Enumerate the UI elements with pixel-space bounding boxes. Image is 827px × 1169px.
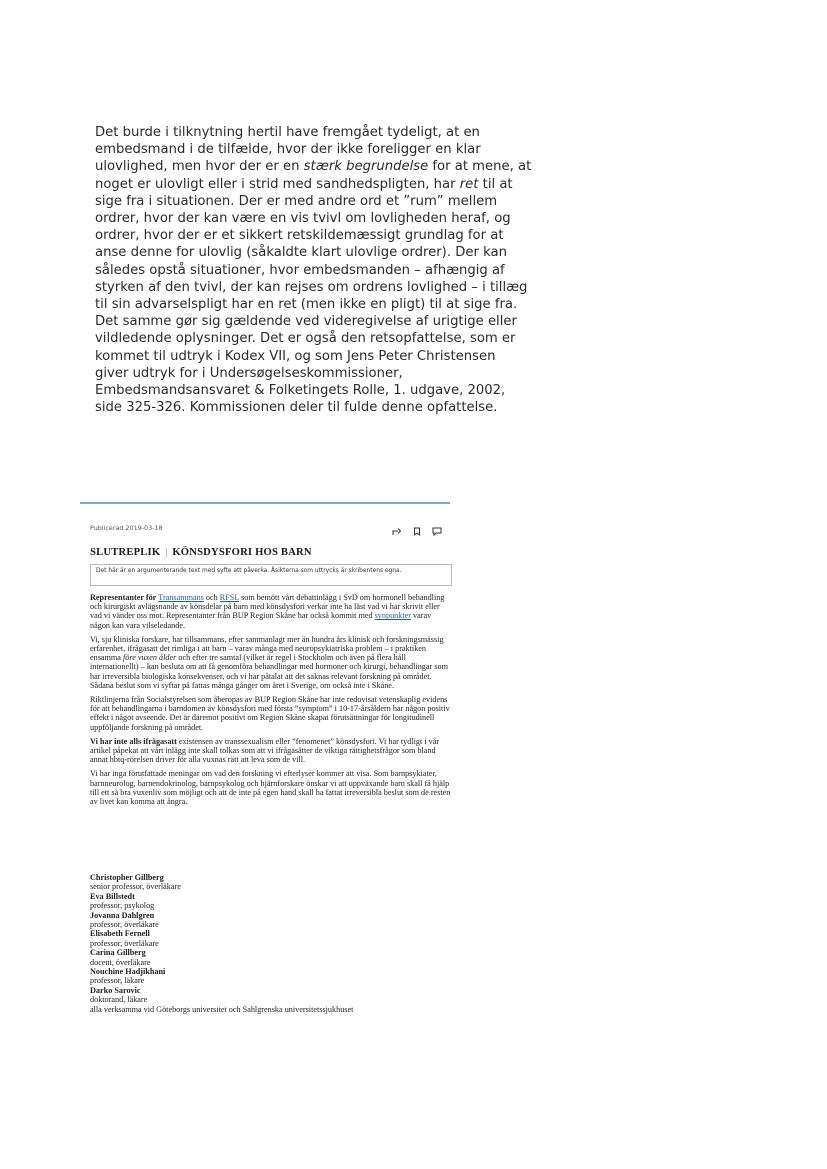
signature-name: Elisabeth Fernell <box>90 929 150 939</box>
paragraph-text: existensen av transsexualism eller ”fenomenet” könsdysfori. Vi har tydligt i vår artikel påpekat att vårt inlägg inte skall tolkas som att vi ifrågasätter de viktiga rättighetsfrågor som bland annat hbtq-rörelsen driver för alla vuxnas rätt att leva som de vill. <box>90 736 440 765</box>
paragraph-emphasis: före vuxen ålder <box>122 653 177 663</box>
article-body <box>90 593 452 811</box>
signature-role: professor, läkare <box>90 976 145 986</box>
signature-name: Nouchine Hadjikhani <box>90 967 166 977</box>
link-synpunkter[interactable]: synpunkter <box>374 611 411 621</box>
lead-bold: Representanter för <box>90 593 157 602</box>
paragraph-emphasis: ret <box>459 176 479 192</box>
signature-name: Darko Sarovic <box>90 985 141 995</box>
signature-name: Carina Gillberg <box>90 948 146 958</box>
paragraph-text: som bemött vårt debattinlägg i SvD om hormonell behandling och kirurgiskt avlägsnande av könsdelar på barn med könsdysfori verkar inte ha läst vad vi har skrivit eller vad vi vänder oss mot. Representanter från BUP Region Skåne har också kommit med <box>90 593 445 621</box>
paragraph-text: Det burde i tilknytning hertil have fremgået tydeligt, at en embedsmand i de tilfælde, hvor der ikke foreligger en klar ulovlighed, men hvor der er en <box>95 125 481 175</box>
article-paragraph <box>90 635 452 690</box>
article-headline <box>90 547 312 558</box>
signatures <box>90 873 452 1014</box>
article-paragraph: Vi har inga förutfattade meningar om vad den forskning vi efterlyser kommer att visa. Som barnpsykiater, barnneurolog, barnendokrinolog, barnpsykolog och hjärnforskare önskar vi att uppväxande barn skall få hjälp till ett så bra vuxenliv som möjligt och att de inte på egen hand skall ha fattat irreversibla beslut som de resten av livet kan komma att ångra. <box>90 769 451 807</box>
paragraph-text: varav någon kan vara vilseledande. <box>90 611 432 630</box>
article-paragraph <box>90 737 452 765</box>
article-paragraph <box>90 593 452 630</box>
link-rfsl[interactable]: RFSL <box>219 593 240 602</box>
paragraph-text: til at sige fra i situationen. Der er med andre ord et ”rum” mellem ordrer, hvor der kan være en vis tvivl om lovligheden heraf, og ordrer, hvor der er et sikkert retskildemæssigt grundlag for at anse denne for ulovlig (såkaldte klart ulovlige ordrer). Der kan således opstå situationer, hvor embedsmanden – afhængig af styrken af den tvivl, der kan rejses om ordrens lovlighed – i tillæg til sin advarselspligt har en ret (men ikke en pligt) til at sige fra. Det samme gør sig gældende ved videregivelse af urigtige eller vildledende oplysninger. Det er også den retsopfattelse, som er kommet til udtryk i Kodex VII, og som Jens Peter Christensen giver udtryk for i Undersøgelseskommissioner, Embedsmandsansvaret & Folketingets Rolle, 1. udgave, 2002, side 325-326. Kommissionen deler til fulde denne opfattelse. <box>95 176 528 416</box>
opinion-notice: Det här är en argumenterande text med syfte att påverka. Åsikterna som uttrycks är skribentens egna. <box>90 564 452 586</box>
publish-date: Publicerad 2019-03-18 <box>90 524 163 532</box>
bookmark-icon[interactable] <box>412 527 422 536</box>
signature-role: docent, överläkare <box>90 957 151 967</box>
comment-icon[interactable] <box>432 527 442 536</box>
headline-topic: KÖNSDYSFORI HOS BARN <box>172 547 312 558</box>
signature-name: Jovanna Dahlgren <box>90 910 155 920</box>
paragraph-text: Vi, sju kliniska forskare, har tillsammans, efter sammanlagt mer än hundra års klinisk och forskningsmässig erfarenhet, ifrågasatt det rimliga i att barn – varav många med neuropsykiatriska problem – i praktiken ensamma <box>90 634 444 663</box>
signature-role: professor, överläkare <box>90 920 159 930</box>
lead-bold: Vi har inte alls ifrågasatt <box>90 736 177 746</box>
paragraph-emphasis: stærk begrundelse <box>303 159 429 175</box>
share-icon[interactable] <box>392 527 402 536</box>
signature-role: professor, överläkare <box>90 938 159 948</box>
article-actions <box>392 527 442 536</box>
article-paragraph: Riktlinjerna från Socialstyrelsen som åberopas av BUP Region Skåne har inte redovisat vetenskaplig evidens för att behandlingarna i barndomen av könsdysfori med första ”symptom” i 10-17-årsåldern har någon positiv effekt i något avseende. Det är däremot positivt om Region Skåne skapat förutsättningar för longitudinell uppföljande forskning på området. <box>90 695 450 732</box>
link-transammans[interactable]: Transammans <box>158 593 204 602</box>
paragraph-text: och efter tre samtal (vilket är regel i Stockholm och även på flera håll internationellt) – kan besluta om att få genomföra behandlingar med hormoner och kirurgi, behandlingar som har irreversibla biologiska konsekvenser, och vi har påtalat att det saknas relevant forskning på området. Sådana beslut som vi syftar på fattas många gånger om året i Sverige, om också inte i Skåne. <box>90 653 448 690</box>
headline-separator: | <box>165 547 168 558</box>
signature-affiliation: alla verksamma vid Göteborgs universitet och Sahlgrenska universitetssjukhuset <box>90 1004 354 1014</box>
paragraph-text: for at mene, at noget er ulovligt eller i strid med sandhedspligten, har <box>95 159 532 192</box>
headline-label: SLUTREPLIK <box>90 547 161 558</box>
signature-name: Eva Billstedt <box>90 891 135 901</box>
signature-role: doktorand, läkare <box>90 995 148 1005</box>
main-paragraph <box>95 124 565 416</box>
signature-role: professor, psykolog <box>90 901 155 911</box>
paragraph-text: och <box>203 593 220 602</box>
signature-name: Christopher Gillberg <box>90 873 164 882</box>
newspaper-clipping <box>80 502 450 1024</box>
signature-role: senior professor, överläkare <box>90 882 181 892</box>
